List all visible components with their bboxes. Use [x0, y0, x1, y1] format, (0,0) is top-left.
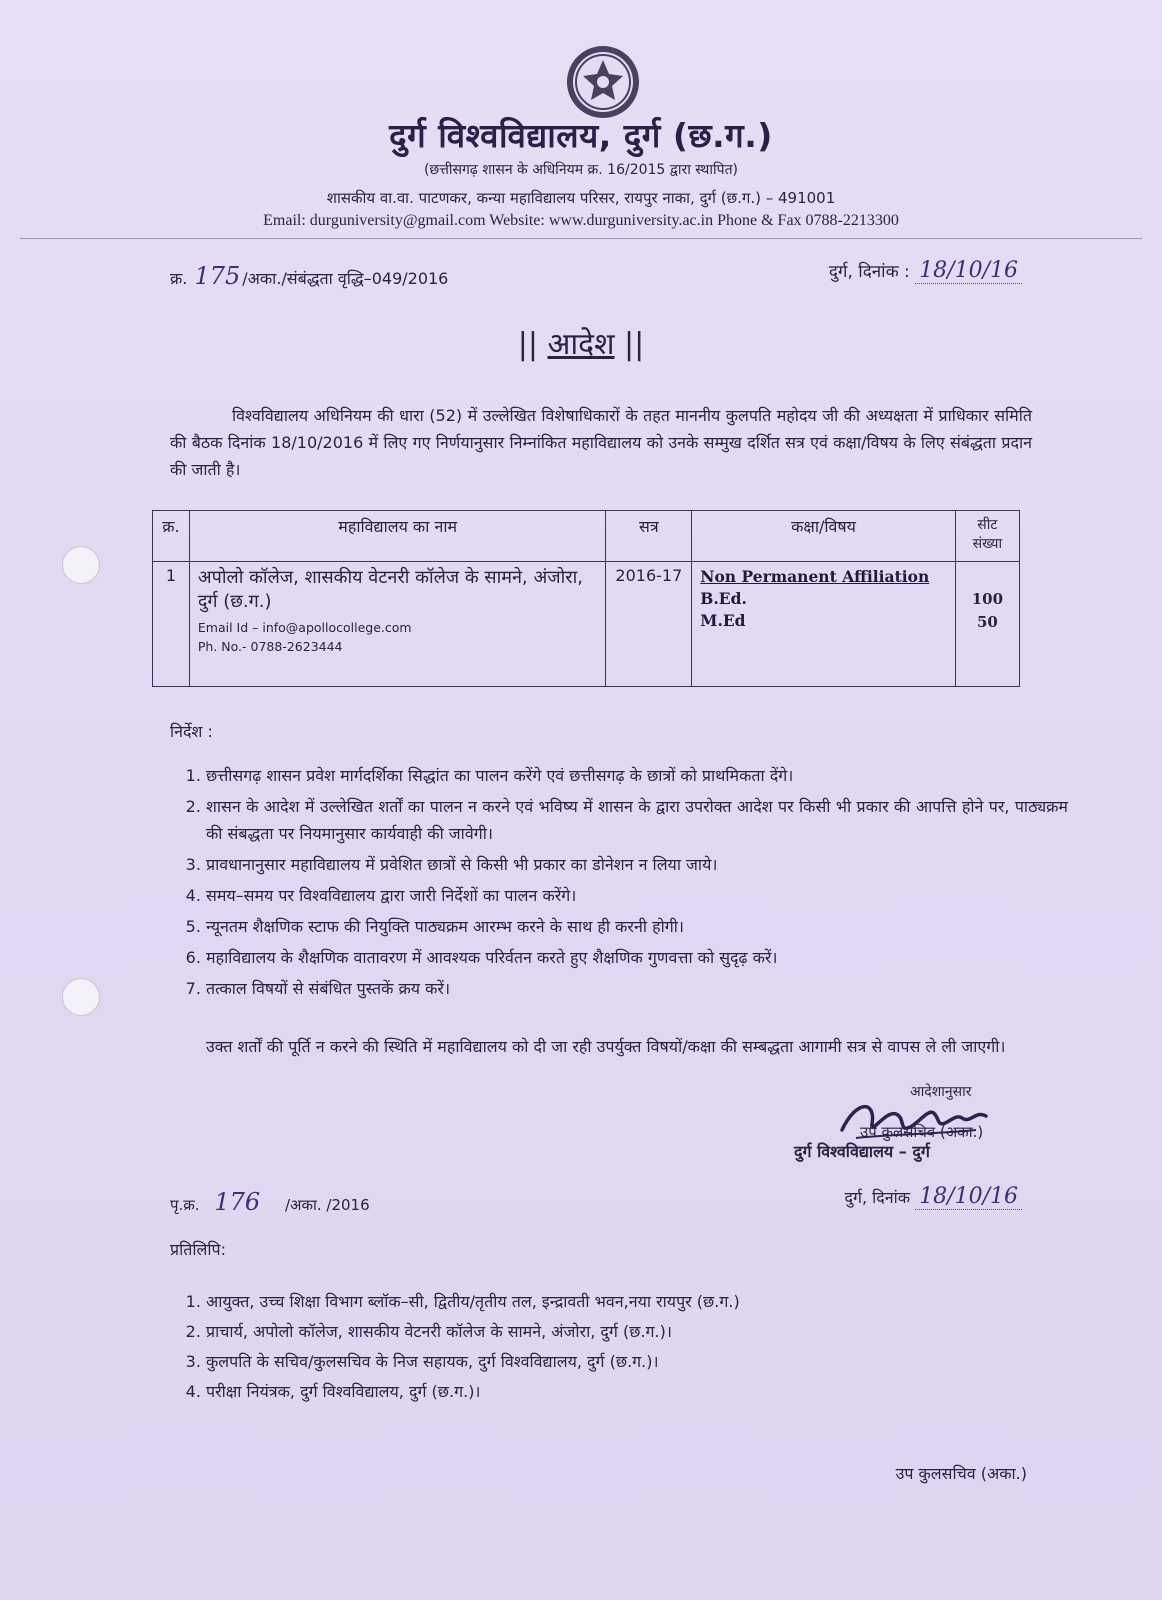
- list-item: 4. समय–समय पर विश्वविद्यालय द्वारा जारी निर्देशों का पालन करेंगे।: [206, 882, 1068, 909]
- header-divider: [20, 238, 1142, 239]
- punch-hole: [62, 546, 100, 584]
- cell-class: [692, 562, 955, 687]
- list-item: 1. आयुक्त, उच्च शिक्षा विभाग ब्लॉक–सी, द्वितीय/तृतीय तल, इन्द्रावती भवन,नया रायपुर (छ.ग.): [206, 1288, 1068, 1316]
- reference-suffix: /अका./संबंद्धता वृद्धि–049/2016: [242, 269, 449, 288]
- course-bed: B.Ed.: [700, 589, 747, 608]
- order-title-left: ||: [517, 327, 538, 362]
- contact-line: Email: durguniversity@gmail.com Website: www.durguniversity.ac.in Phone & Fax 0788-2213300: [263, 212, 899, 229]
- punch-hole: [62, 978, 100, 1016]
- list-item: 4. परीक्षा नियंत्रक, दुर्ग विश्वविद्यालय, दुर्ग (छ.ग.)।: [206, 1378, 1068, 1406]
- reference-number-handwritten: 175: [194, 262, 241, 290]
- college-phone: Ph. No.- 0788-2623444: [197, 639, 343, 654]
- order-title: [0, 322, 1162, 363]
- header-session: सत्र: [606, 511, 692, 562]
- endorsement-date-label: दुर्ग, दिनांक: [844, 1188, 911, 1207]
- directions-heading: निर्देश :: [170, 722, 213, 741]
- issue-date: [829, 258, 1022, 283]
- cell-session: 2016-17: [606, 562, 692, 687]
- college-name: अपोलो कॉलेज, शासकीय वेटनरी कॉलेज के सामने, अंजोरा, दुर्ग (छ.ग.): [197, 567, 583, 612]
- signature-block: [790, 1082, 1030, 1182]
- list-item: 1. छत्तीसगढ़ शासन प्रवेश मार्गदर्शिका सिद्धांत का पालन करेंगे एवं छत्तीसगढ़ के छात्रों को प्राथमिकता देंगे।: [206, 762, 1068, 789]
- endorsement-date: [844, 1184, 1022, 1209]
- affiliation-table: [152, 510, 1020, 687]
- header-sn: क्र.: [153, 511, 190, 562]
- signature-line-1: आदेशानुसार: [910, 1084, 972, 1100]
- issue-date-handwritten: 18/10/16: [915, 258, 1022, 284]
- address-line: शासकीय वा.वा. पाटणकर, कन्या महाविद्यालय परिसर, रायपुर नाका, दुर्ग (छ.ग.) – 491001: [326, 189, 836, 207]
- issue-date-label: दुर्ग, दिनांक :: [828, 262, 910, 282]
- cell-seats: [955, 562, 1019, 687]
- seats-med: 50: [976, 613, 998, 631]
- endorsement-number-handwritten: 176: [214, 1188, 261, 1216]
- list-item: 2. शासन के आदेश में उल्लेखित शर्तों का पालन न करने एवं भविष्य में शासन के द्वारा उपरोक्त आदेश पर किसी भी प्रकार की आपत्ति होने पर, पाठ्यक्रम की संबद्धता पर नियमानुसार कार्यवाही की जावेगी।: [206, 793, 1068, 847]
- list-item: 7. तत्काल विषयों से संबंधित पुस्तकें क्रय करें।: [206, 975, 1068, 1002]
- signature-line-3: दुर्ग विश्वविद्यालय – दुर्ग: [794, 1142, 930, 1161]
- endorsement-date-handwritten: 18/10/16: [915, 1184, 1022, 1210]
- reference-number: [170, 262, 448, 290]
- closing-signatory: उप कुलसचिव (अका.): [895, 1464, 1027, 1483]
- table-header-row: [153, 511, 1020, 562]
- list-item: 5. न्यूनतम शैक्षणिक स्टाफ की नियुक्ति पाठ्यक्रम आरम्भ करने के साथ ही करनी होगी।: [206, 913, 1068, 940]
- directions-closing: उक्त शर्तों की पूर्ति न करने की स्थिति में महाविद्यालय को दी जा रही उपर्युक्त विषयों/कक्षा की सम्बद्धता आगामी सत्र से वापस ले ली जाएगी।: [206, 1037, 1006, 1056]
- order-title-word: आदेश: [547, 327, 615, 362]
- list-item: 2. प्राचार्य, अपोलो कॉलेज, शासकीय वेटनरी कॉलेज के सामने, अंजोरा, दुर्ग (छ.ग.)।: [206, 1318, 1068, 1346]
- header-college-name: महाविद्यालय का नाम: [189, 511, 606, 562]
- endorsement-number: [170, 1188, 370, 1216]
- course-med: M.Ed: [700, 611, 746, 630]
- cell-sn: 1: [153, 562, 190, 687]
- list-item: 6. महाविद्यालय के शैक्षणिक वातावरण में आवश्यक परिर्वतन करते हुए शैक्षणिक गुणवत्ता को सुदृढ़ करें।: [206, 944, 1068, 971]
- endorsement-suffix: /अका. /2016: [284, 1196, 370, 1214]
- university-seal-icon: [565, 44, 641, 120]
- cell-college: [189, 562, 606, 687]
- list-item: 3. कुलपति के सचिव/कुलसचिव के निज सहायक, दुर्ग विश्वविद्यालय, दुर्ग (छ.ग.)।: [206, 1348, 1068, 1376]
- college-email: Email Id – info@apollocollege.com: [197, 620, 412, 635]
- affiliation-type: Non Permanent Affiliation: [700, 567, 930, 586]
- header-seats: सीट संख्या: [955, 511, 1019, 562]
- university-name: दुर्ग विश्वविद्यालय, दुर्ग (छ.ग.): [389, 116, 773, 155]
- seats-bed: 100: [971, 590, 1004, 608]
- table-row: [153, 562, 1020, 687]
- signature-line-2: उप कुलसचिव (अका.): [860, 1123, 984, 1141]
- directions-list: [170, 762, 1068, 1006]
- header-class: कक्षा/विषय: [692, 511, 955, 562]
- list-item: 3. प्रावधानानुसार महाविद्यालय में प्रवेशित छात्रों से किसी भी प्रकार का डोनेशन न लिया जाये।: [206, 851, 1068, 878]
- copies-list: [170, 1288, 1068, 1408]
- order-title-right: ||: [624, 327, 645, 362]
- endorsement-prefix: पृ.क्र.: [170, 1196, 200, 1214]
- establishment-line: (छत्तीसगढ़ शासन के अधिनियम क्र. 16/2015 द्वारा स्थापित): [423, 162, 739, 178]
- intro-paragraph: विश्वविद्यालय अधिनियम की धारा (52) में उल्लेखित विशेषाधिकारों के तहत माननीय कुलपति महोदय जी की अध्यक्षता में प्राधिकार समिति की बैठक दिनांक 18/10/2016 में लिए गए निर्णयानुसार निम्नांकित महाविद्यालय को उनके सम्मुख दर्शित सत्र एवं कक्षा/विषय के लिए संबंद्धता प्रदान की जाती है।: [170, 406, 1032, 479]
- copies-heading: प्रतिलिपि:: [170, 1240, 226, 1259]
- reference-prefix: क्र.: [170, 269, 188, 288]
